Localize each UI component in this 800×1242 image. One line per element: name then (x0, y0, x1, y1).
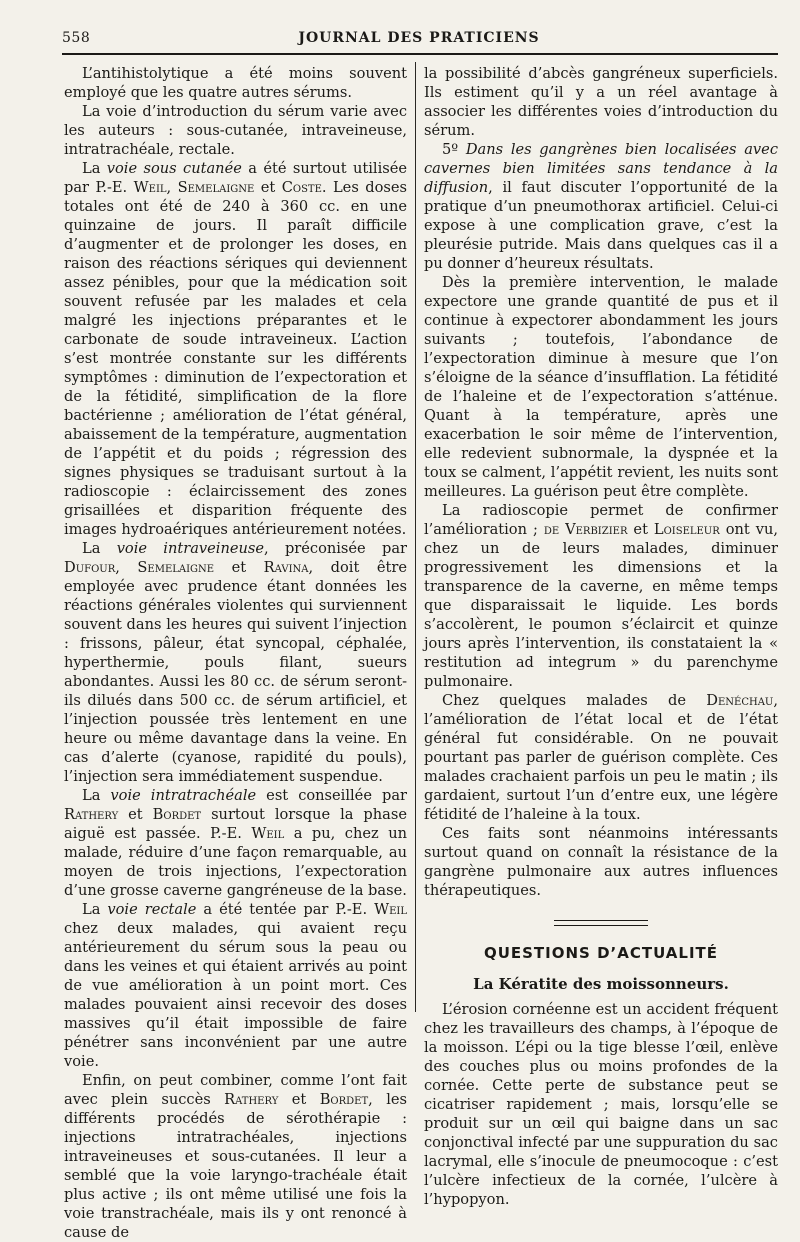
text-run: , il faut discuter l’opportunité de la pratique d’un pneumothorax artificiel. Celui-ci expose à une complication grave, c’est la pleurésie putride. Mais dans quelques cas il a pu donner d’heureux résultats. (424, 179, 778, 272)
section-divider (554, 920, 648, 926)
article-title: La Kératite des moissonneurs. (473, 975, 729, 993)
text-run: La radioscopie permet de confirmer l’amélioration ; (424, 502, 778, 538)
author-name: Semelaigne (177, 179, 255, 196)
list-number: 5º (442, 141, 466, 158)
text-run: La (82, 901, 108, 918)
paragraph (64, 786, 407, 900)
text-run: La (82, 160, 107, 177)
author-name: Loiseleur (653, 521, 720, 538)
text-run: Chez quelques malades de (442, 692, 707, 709)
author-name: Weil (374, 901, 408, 918)
author-name: Ravina (263, 559, 309, 576)
paragraph (64, 900, 407, 1071)
section-title: QUESTIONS D’ACTUALITÉ (483, 944, 719, 962)
text-run: , l’amélioration de l’état local et de l’état général fut considérable. On ne pouvait pourtant pas parler de guérison complète. Ces malades crachaient parfois un peu le matin ; ils gardaient, surtout l’un d’entre eux, une légère fétidité de l’haleine à la toux. (424, 692, 778, 823)
author-name: Semelaigne (137, 559, 215, 576)
text-run: , préconisée par (264, 540, 407, 557)
italic-term: voie intraveineuse (116, 540, 265, 557)
italic-term: voie intratrachéale (110, 787, 257, 804)
paragraph: L’antihistolytique a été moins souvent employé que les quatre autres sérums. (64, 65, 407, 101)
text-run: et (214, 559, 264, 576)
author-name: de Verbizier (543, 521, 628, 538)
left-column (64, 64, 407, 1242)
right-column (424, 64, 778, 1209)
text-run: , doit être employée avec prudence étant données les réactions générales violentes qui surviennent souvent dans les heures qui suivent l’injection : frissons, pâleur, état syncopal, céphalée, hyperthermie, pouls filant, sueurs abondantes. Aussi les 80 cc. de sérum seront-ils dilués dans 500 cc. de sérum artificiel, et l’injection poussée très lentement en une heure ou même davantage dans la veine. En cas d’alerte (cyanose, rapidité du pouls), l’injection sera immédiatement suspendue. (64, 559, 407, 785)
page-number: 558 (62, 30, 91, 46)
text-run: ont vu, chez un de leurs malades, diminuer progressivement les dimensions et la transparence de la caverne, en même temps que disparaissait le liquide. Les bords s’accolèrent, le poumon s’éclaircit et quinze jours après l’intervention, ils constataient la « restitution ad integrum » du parenchyme pulmonaire. (424, 521, 778, 690)
text-run: La (82, 787, 111, 804)
paragraph: la possibilité d’abcès gangréneux superficiels. Ils estiment qu’il y a un réel avantage à associer les différentes voies d’introduction du sérum. (424, 65, 778, 139)
header-rule (62, 53, 778, 55)
paragraph: Dès la première intervention, le malade expectore une grande quantité de pus et il continue à expectorer abondamment les jours suivants ; toutefois, l’abondance de l’expectoration diminue à mesure que l’on s’éloigne de la séance d’insufflation. La fétidité de l’haleine et de l’expectoration s’atténue. Quant à la température, après une exacerbation le soir même de l’intervention, elle redevient subnormale, la dyspnée et la toux se calment, l’appétit revient, les nuits sont meilleures. La guérison peut être complète. (424, 274, 778, 500)
paragraph (64, 1071, 407, 1242)
paragraph: L’érosion cornéenne est un accident fréquent chez les travailleurs des champs, à l’époque de la moisson. L’épi ou la tige blesse l’œil, enlève des couches plus ou moins profondes de la cornée. Cette perte de substance peut se cicatriser rapidement ; mais, lorsqu’elle se produit sur un œil qui baigne dans un sac conjonctival infecté par une suppuration du sac lacrymal, elle s’inocule de pneumocoque : c’est l’ulcère infectieux de la cornée, l’ulcère à l’hypopyon. (424, 1001, 778, 1208)
author-name: Bordet (319, 1091, 369, 1108)
italic-heading: Dans les gangrènes bien localisées avec cavernes bien limitées sans tendance à la diffusion (424, 141, 778, 196)
text-run: . Les doses totales ont été de 240 à 360 cc. en une quinzaine de jours. Il paraît difficile d’augmenter et de prolonger les doses, en raison des réactions sériques qui deviennent assez pénibles, pour que la médication soit souvent refusée par les malades et cela malgré les injections préparantes et le carbonate de soude intraveineux. L’action s’est montrée constante sur les différents symptômes : diminution de l’expectoration et de la fétidité, simplification de la flore bactérienne ; amélioration de l’état général, abaissement de la température, augmentation de l’appétit et du poids ; régression des signes physiques se traduisant surtout à la radioscopie : éclaircissement des zones grisaillées et disparition fréquente des images hydroaériques antérieurement notées. (64, 179, 407, 538)
paragraph: Ces faits sont néanmoins intéressants surtout quand on connaît la résistance de la gangrène pulmonaire aux autres influences thérapeutiques. (424, 825, 778, 899)
page-header (62, 30, 776, 52)
text-run: a pu, chez un malade, réduire d’une façon remarquable, au moyen de trois injections, l’expectoration d’une grosse caverne gangréneuse de la base. (64, 825, 407, 899)
paragraph (424, 140, 778, 273)
paragraph (424, 501, 778, 691)
text-run: a été surtout utilisée par P.-E. (64, 160, 408, 196)
text-run: est conseillée par (256, 787, 408, 804)
text-run: a été tentée par P.-E. (196, 901, 375, 918)
author-name: Denéchau (706, 692, 774, 709)
paragraph (424, 691, 778, 824)
author-name: Rathery (64, 806, 119, 823)
paragraph (64, 539, 407, 786)
text-run: La (82, 540, 117, 557)
author-name: Weil (133, 179, 167, 196)
author-name: Coste (281, 179, 322, 196)
text-run: chez deux malades, qui avaient reçu antérieurement du sérum sous la peau ou dans les veines et qui étaient arrivés au point de vue amélioration à un point mort. Ces malades pouvaient ainsi recevoir des doses massives qu’il était impossible de faire pénétrer sans inconvénient par une autre voie. (64, 920, 407, 1070)
italic-term: voie rectale (107, 901, 197, 918)
paragraph (64, 159, 407, 539)
author-name: Weil (251, 825, 285, 842)
text-run: , (115, 559, 138, 576)
author-name: Rathery (224, 1091, 279, 1108)
text-run: et (627, 521, 654, 538)
text-run: et (278, 1091, 320, 1108)
text-run: , (166, 179, 178, 196)
text-run: Enfin, on peut combiner, comme l’ont fait avec plein succès (64, 1072, 407, 1108)
paragraph: La voie d’introduction du sérum varie avec les auteurs : sous-cutanée, intraveineuse, intratrachéale, rectale. (64, 103, 407, 158)
text-run: et (254, 179, 282, 196)
running-head: JOURNAL DES PRATICIENS (298, 30, 540, 46)
column-divider (415, 62, 416, 1012)
text-run: et (118, 806, 153, 823)
author-name: Dufour (64, 559, 116, 576)
author-name: Bordet (152, 806, 202, 823)
text-run: , les différents procédés de sérothérapie : injections intratrachéales, injections intraveineuses et sous-cutanées. Il leur a semblé que la voie laryngo-trachéale était plus active ; ils ont même utilisé une fois la voie transtrachéale, mais ils y ont renoncé à cause de (64, 1091, 408, 1241)
text-run: surtout lorsque la phase aiguë est passée. P.-E. (64, 806, 407, 842)
italic-term: voie sous cutanée (106, 160, 242, 177)
